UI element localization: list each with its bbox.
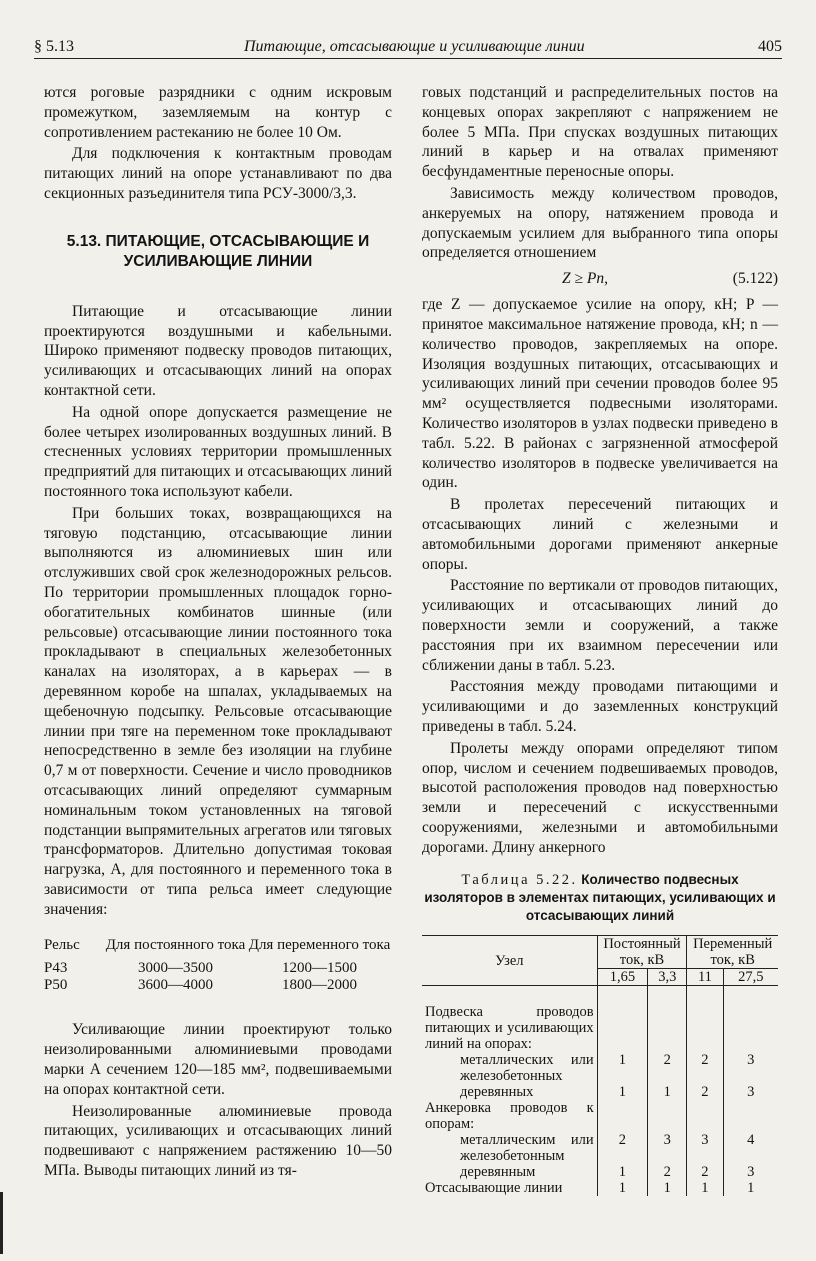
table-header: Переменный ток, кВ	[687, 936, 778, 969]
table-header: Для постоянного тока	[105, 937, 246, 954]
table-row	[422, 1132, 778, 1164]
paragraph: Для подключения к контактным проводам питающих линий на опоре устанавливают по два секционных разъединителя типа РСУ-3000/3,3.	[44, 145, 392, 202]
table-cell: 2	[687, 1052, 723, 1084]
table-caption	[422, 871, 778, 925]
formula-expression: Z ≥ Pn,	[562, 270, 608, 288]
table-header: Постоянный ток, кВ	[597, 936, 687, 969]
insulator-count-table	[422, 935, 778, 1196]
formula	[422, 267, 778, 293]
running-title: Питающие, отсасывающие и усиливающие линии	[244, 38, 585, 55]
table-cell: деревянным	[460, 1164, 536, 1181]
paragraph: Питающие и отсасывающие линии проектируются воздушными и кабельными. Широко применяют подвеску проводов питающих, усиливающих и отсасывающих линий на опорах контактной сети.	[44, 302, 392, 399]
table-cell: металлическим или железобетонным	[460, 1132, 594, 1165]
table-header: Рельс	[44, 937, 80, 954]
table-row	[422, 1164, 778, 1180]
table-title: Количество подвесных изоляторов в элементах питающих, усиливающих и отсасывающих линий	[424, 872, 776, 924]
paragraph: Расстояние по вертикали от проводов питающих, усиливающих и отсасывающих линий до поверхности земли и сооружений, а также расстояния при их взаимном пересечении или сближении даны в табл. 5.23.	[422, 577, 778, 674]
table-cell: 3	[723, 1084, 778, 1100]
table-label: Таблица 5.22.	[461, 872, 578, 889]
left-column	[44, 83, 392, 1181]
table-row	[422, 986, 778, 1053]
table-row	[44, 977, 392, 994]
table-cell: 3	[687, 1132, 723, 1164]
section-number: § 5.13	[34, 38, 74, 55]
table-row	[422, 1180, 778, 1196]
table-row	[44, 960, 392, 977]
table-cell: 1800—2000	[281, 977, 357, 994]
table-cell: 1	[648, 1180, 687, 1196]
paragraph: Зависимость между количеством проводов, анкеруемых на опору, натяжением провода и допускаемым усилием для выбранного типа опоры определяется отношением	[422, 184, 778, 262]
table-cell: 4	[723, 1132, 778, 1164]
table-cell: 1	[597, 1180, 648, 1196]
page-number: 405	[758, 38, 782, 55]
table-cell: 3600—4000	[137, 977, 213, 994]
table-cell: 2	[597, 1132, 648, 1164]
table-group-label: Подвеска проводов питающих и усиливающих линий на опорах:	[425, 1004, 594, 1053]
paragraph: В пролетах пересечений питающих и отсасывающих линий с железными и автомобильными дорогами применяют анкерные опоры.	[422, 496, 778, 573]
paragraph: Расстояния между проводами питающими и усиливающими и до заземленных конструкций приведены в табл. 5.24.	[422, 678, 778, 735]
paragraph: Неизолированные алюминиевые провода питающих, усиливающих и отсасывающих линий подвешивают с напряжением растяжению 10—50 МПа. Выводы питающих линий из тя-	[44, 1102, 392, 1180]
voltage-header: 3,3	[648, 969, 687, 986]
table-cell: 2	[648, 1052, 687, 1084]
paragraph: ются роговые разрядники с одним искровым промежутком, заземляемым на контур с сопротивлением растеканию не более 10 Ом.	[44, 84, 392, 141]
paragraph: При больших токах, возвращающихся на тяговую подстанцию, отсасывающие линии выполняются из алюминиевых шин или отслуживших свой срок железнодорожных рельсов. По территории промышленных площадок горно-обогатительных комбинатов шинные (или рельсовые) отсасывающие линии постоянного тока прокладывают в специальных железобетонных каналах на изоляторах, а в карьерах — в деревянном коробе на шпалах, укладываемых на щебеночную подсыпку. Рельсовые отсасывающие линии при тяге на переменном токе прокладывают непосредственно в земле без изоляции на глубине 0,7 м от поверхности. Сечение и число проводников отсасывающих линий определяют суммарным номинальным током установленных на тяговой подстанции выпрямительных агрегатов или тяговых трансформаторов. Длительно допустимая токовая нагрузка, А, для постоянного и переменного тока в зависимости от типа рельса имеет следующие значения:	[44, 504, 392, 918]
table-row	[422, 1100, 778, 1132]
scan-edge-mark	[0, 1192, 3, 1254]
table-group-label: Анкеровка проводов к опорам:	[425, 1100, 594, 1133]
table-cell: 1	[597, 1084, 648, 1100]
table-row	[422, 1052, 778, 1084]
right-column	[422, 83, 778, 1196]
voltage-header: 1,65	[597, 969, 648, 986]
table-cell: 1200—1500	[281, 960, 357, 977]
paragraph: говых подстанций и распределительных постов на концевых опорах закрепляют с напряжением не более 5 МПа. При спусках воздушных питающих линий в карьер и на отвалах применяют бесфундаментные переносные опоры.	[422, 84, 778, 181]
table-cell: 3	[723, 1052, 778, 1084]
table-cell: Р43	[44, 960, 68, 977]
table-cell: 2	[648, 1164, 687, 1180]
paragraph: Пролеты между опорами определяют типом опор, числом и сечением подвешиваемых проводов, высотой расположения проводов над поверхностью земли и пересечений с искусственными сооружениями, железными и автомобильными дорогами. Длину анкерного	[422, 739, 778, 856]
table-cell: 3000—3500	[137, 960, 213, 977]
paragraph: На одной опоре допускается размещение не более четырех изолированных воздушных линий. В стесненных условиях территории промышленных предприятий для питающих и отсасывающих линий постоянного тока используют кабели.	[44, 403, 392, 500]
table-header: Узел	[422, 936, 597, 986]
table-cell: деревянных	[460, 1084, 534, 1101]
table-cell: 3	[723, 1164, 778, 1180]
table-cell: 2	[687, 1164, 723, 1180]
table-cell: Отсасывающие линии	[425, 1180, 563, 1197]
voltage-header: 27,5	[723, 969, 778, 986]
table-cell: 1	[597, 1164, 648, 1180]
running-header	[34, 36, 782, 59]
voltage-header: 11	[687, 969, 723, 986]
table-cell: Р50	[44, 977, 68, 994]
section-heading: 5.13. ПИТАЮЩИЕ, ОТСАСЫВАЮЩИЕ И УСИЛИВАЮЩИЕ ЛИНИИ	[66, 232, 370, 270]
paragraph: где Z — допускаемое усилие на опору, кН; P — принятое максимальное натяжение провода, кН; n — количество проводов, закрепляемых на опоре. Изоляция воздушных питающих, отсасывающих и усиливающих линий при сечении проводов более 95 мм² осуществляется подвесными изоляторами. Количество изоляторов в узлах подвески приведено в табл. 5.22. В районах с загрязненной атмосферой количество изоляторов в подвеске увеличивается на один.	[422, 296, 778, 492]
table-row	[422, 1084, 778, 1100]
table-cell: 1	[597, 1052, 648, 1084]
rail-current-table	[44, 937, 392, 994]
table-cell: 1	[648, 1084, 687, 1100]
paragraph: Усиливающие линии проектируют только неизолированными алюминиевыми проводами марки А сечением 120—185 мм², подвешиваемыми на опорах контактной сети.	[44, 1021, 392, 1098]
table-cell: 2	[687, 1084, 723, 1100]
table-header: Для переменного тока	[248, 937, 391, 954]
table-cell: 1	[723, 1180, 778, 1196]
table-cell: 1	[687, 1180, 723, 1196]
table-cell: 3	[648, 1132, 687, 1164]
formula-number: (5.122)	[732, 270, 778, 288]
table-cell: металлических или железобетонных	[460, 1052, 594, 1085]
